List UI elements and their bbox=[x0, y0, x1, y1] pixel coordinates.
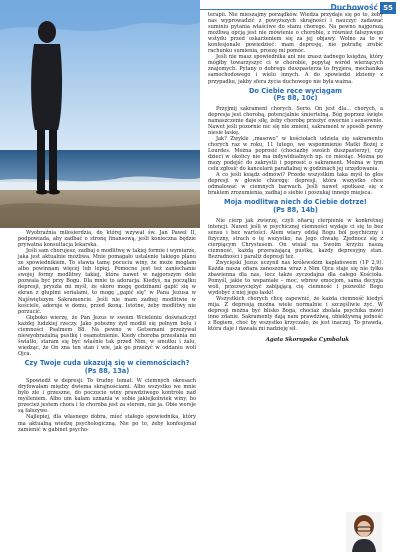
author-portrait bbox=[346, 512, 382, 552]
right-column bbox=[208, 12, 383, 343]
paragraph: Wyobraźnia miłosierdzia, do której wzywał św. Jan Paweł II, podpowiada, aby zadbać o stronę finansową, jeśli konieczna będzie prywatna konsultacja lekarska. bbox=[18, 230, 196, 249]
subheading-title: Moja modlitwa niech do Ciebie dotrze! bbox=[224, 198, 367, 207]
paragraph: Głęboko wierzę, że Pan Jezus w swoim Wcieleniu doświadczył każdej ludzkiej rzeczy. Jako pobożny żyd modlił się pełnym bolu i ciemności Psalmem 88. Na pewno w Getsemani przeżywał niewyobrażalną pustkę i osamotnienie. Kiedy choroba przesłania mi światło, staram się być właśnie tak przed Nim, w smutku i żalu, wiedząc, że On zna ten stan i wie, jak go przeżyć w oddaniu woli Ojca. bbox=[18, 314, 196, 357]
paragraph: terapii. Nie mieszajmy porządków. Wiedza przydaje się po to, żeby nas wyprowadzić z powyższych skrajności i nauczyć zadawać suminiu pytania właściwe do stanu chorego. Na pewno najgorszą możliwą opcją jest nie mówienie o chorobie, z również fałszywego wstydu przed oskarżeniem się za jej objawy. Wolno za to w konfesjonale powiedzieć: mam depresję, nie potrafię zrobić rachunku sumienia, proszę mi pomóc. bbox=[208, 12, 383, 55]
subheading-title: Do Ciebie ręce wyciągam bbox=[248, 86, 343, 95]
paragraph: Jeśli nie masz spowiednika ani nie znasz żadnego księdza, który mógłby towarzyszyć ci w chorobie, popytaj wśród wierzących znajomych. Pytany o dobrego duszpasterza to fryzjera, mechanika samochodowego i wielu innych. A do spowiedzi idziemy z przypadku, jakby sfera życia duchowego nie była ważna. bbox=[208, 54, 383, 85]
paragraph: Wszystkich chorych chcę zapewnić, że każda ciemność kiedyś mija. Z depresją można wiele normalnie i szczęśliwie żyć. W depresji można być blisko Boga, chociaż zbolała psychika mówi inne zdanie. Sakramenty dają nam prawdziwą, obiektywną jedność z Bogiem, choć by wszystko krzyczało, że jest inaczej. To prawda, która daje i dawała mi nadzieję sił. bbox=[208, 296, 383, 333]
paragraph: Najlepiej, dla własnego dobra, mieć stałego spowiednika, który ma aktualną wiedzę psychologiczną. Nie po to, żeby konfesjonał zamienić w gabinet psycho- bbox=[18, 414, 196, 433]
section-name: Duchowość bbox=[330, 3, 378, 12]
paragraph: Jak? Zwykle „masowo” w kościołach udziela się sakramentu chorych raz w roku, 11 lutego, we wspomnienie Matki Bożej z Lourdes. Można poprosić (chociażby swoich duszpasterzy), czy dzieci w okolicy nie ma indywidualnych np. co miesiąc. Można po mszy podejść do zakrystii i poprosić o sakrament. Można w tym celu zgłosić do kancelarii parafialnej w godzinach jej urzędowania. bbox=[208, 135, 383, 173]
paragraph: Jeśli sam chorujesz, zadbaj o modlitwę w takiej formie i wymiarze, jaka jest aktualnie możliwa. Mnie pomagało ustalenie takiego planu ze spowiednikiem. To stawia tamę pocuciu winy, że może mogłam albo powinnam więcej lub lepiej. Pomocne jest też zaniechanie swojej formy modlitwy takiej, która nawet w najgorszym dole pozwala być przy Bogu. Dla mnie to adoracja. Kiedyś, na początku depresji, pryszła mi myśl, że skoro mogę godzinami gapić się w ekran z głupimi serialami, to mogę „gapić się” w Pana Jezusa w Najświętszym Sakramencie. Jeśli nie mam zadnej modlitwie w kościele, adoruje w domu, przed ikoną. Istotne, żeby modlitwy nie porzucić. bbox=[18, 248, 196, 315]
subheading-reference: (Ps 88, 10c) bbox=[273, 94, 318, 103]
paragraph: Spowiedź w depresji. To trudny temat. W ciemnych okresach dryfowałam między dwiema skrajnościami. Albo wszystko we mnie było złe i grzeszne, do poczucie winy prawdziwego kontrole nad myśleniem. Albo um kałam uznania w sobie jakiejkolwiek winy, bo przecież jestem chora i to choroba jest za sterem, nie ja. Obie wersje są fałszywe. bbox=[18, 378, 196, 415]
page-number: 55 bbox=[380, 2, 396, 14]
paragraph: A co jeśli ksiądz odmówi? Przede wszystkim taka myśl to głos depresji w głowie choregę: depresji, która wszystko chce odmalować w ciemnych barwach. Jeśli nawet spotkasz się z brakiem zrozumienia, zadbaj o siebie i poszukaj innego miejsca. bbox=[208, 172, 383, 197]
subheading bbox=[208, 199, 383, 214]
paragraph: Zwycięski Jezus uczynił nas królewskim kapłańswem (1P 2,9). Każda nasza ofiara zanoszona wraz z Nim Ojcu staje się nie tylko zbawienna dla nas, lecz także zyczodajna dla całego Kościoła. Pomyśl, jakie to wspaniałe – moc, wbrew emocjom, sama decyzja woli, przezwyciężyć zabijającą cię ciemność i pozwolić Bogu wydobyć z niej jego łaski! bbox=[208, 259, 383, 297]
subheading-reference: (Ps 88, 13a) bbox=[84, 366, 130, 375]
left-column bbox=[18, 230, 196, 433]
beach-photo bbox=[0, 0, 200, 228]
subheading bbox=[208, 88, 383, 103]
subheading-title: Czy Twoje cuda ukazują się w ciemnościach? bbox=[24, 358, 190, 367]
paragraph: Przyjmij sakrament chorych. Serio. On jest dla... chorych, a depresja jest chorobą, potencjalnie śmiertelną. Bóg poprzez święte namaszczenie daje siłę, żeby chorobę przeżyć owocnie i sensownie. Nawet jeśli pozornie nic się nie zmieni, sakrament w sposób pewny niesie łaskę. bbox=[208, 105, 383, 136]
paragraph: Nie cierp jak zwierzę, czyli ofiaruj cierpienie w konkretnej intencji. Nawet jeśli w psychicznej ciemności wydaje ci się to bez sensu i bez wartości. Alem wiary oddaj Bogu ból psychiczny i fizyczny, strach o tę wszystko, na Jego chwałę. Zjednocz się z cierpiącym Chrystusem. On wisiał na Swoim krzyżu naszą ciemność, każdą przerażającą pustkę, każdy depresyjny stan. Bezradności i paraliż depresji też. bbox=[208, 217, 383, 260]
subheading-reference: (Ps 88, 14b) bbox=[273, 206, 318, 215]
subheading bbox=[18, 360, 196, 375]
author-signature: Agata Skorupska Cymbaluk bbox=[265, 336, 349, 343]
